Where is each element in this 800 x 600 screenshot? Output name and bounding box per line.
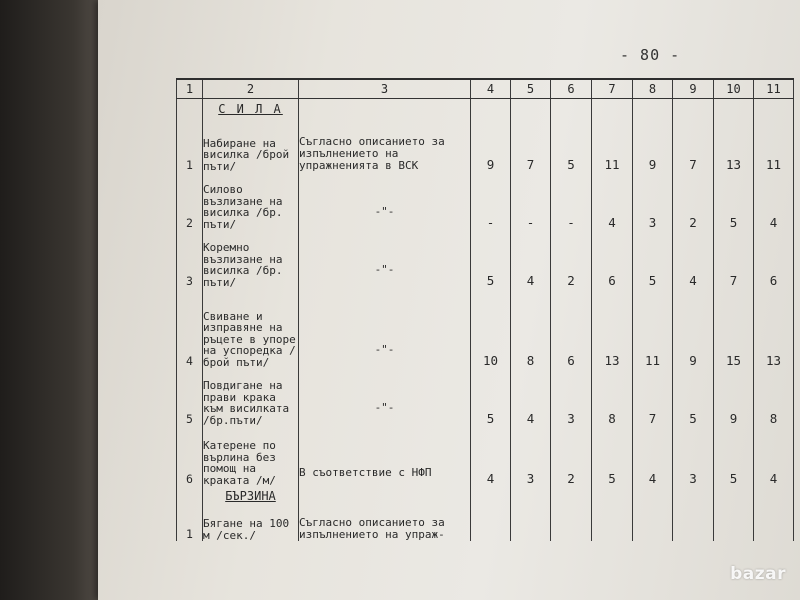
norm-value: 2 [551, 230, 592, 288]
row-number: 1 [177, 118, 203, 172]
exercise-description: В съответствие с НФП [299, 426, 471, 486]
empty-cell [714, 99, 754, 119]
empty-cell [551, 486, 592, 505]
empty-cell [673, 99, 714, 119]
norm-value: 8 [754, 368, 794, 426]
exercise-description: Съгласно описанието за изпълнението на упраж- [299, 505, 471, 541]
column-header: 5 [511, 79, 551, 99]
norm-value: 15 [714, 288, 754, 368]
norm-value: 11 [592, 118, 633, 172]
section-title-row [177, 99, 794, 119]
empty-cell [714, 486, 754, 505]
norm-value: - [551, 172, 592, 230]
column-header: 4 [471, 79, 511, 99]
table-header-row [177, 79, 794, 99]
norm-value: 6 [592, 230, 633, 288]
empty-cell [511, 486, 551, 505]
norm-value: 9 [714, 368, 754, 426]
empty-cell [299, 486, 471, 505]
row-number: 5 [177, 368, 203, 426]
norm-value: 11 [633, 288, 673, 368]
column-header: 10 [714, 79, 754, 99]
norm-value: 5 [471, 368, 511, 426]
empty-cell [551, 99, 592, 119]
norm-value: 11 [754, 118, 794, 172]
empty-cell [754, 486, 794, 505]
column-header: 11 [754, 79, 794, 99]
norm-value: 5 [714, 172, 754, 230]
section-spacer-cell [177, 99, 203, 119]
norm-value: 8 [592, 368, 633, 426]
norm-value: - [471, 172, 511, 230]
section-title-row [177, 486, 794, 505]
exercise-description: Съгласно описанието за изпълнението на упражненията в ВСК [299, 118, 471, 172]
exercise-description: -"- [299, 172, 471, 230]
norm-value: 4 [471, 426, 511, 486]
norm-value [673, 505, 714, 541]
norm-value: 3 [511, 426, 551, 486]
table-row [177, 172, 794, 230]
norm-value: 4 [633, 426, 673, 486]
norm-value: 5 [592, 426, 633, 486]
empty-cell [471, 486, 511, 505]
empty-cell [299, 99, 471, 119]
section-spacer-cell [177, 486, 203, 505]
row-number: 4 [177, 288, 203, 368]
norm-value: 3 [551, 368, 592, 426]
row-number: 1 [177, 505, 203, 541]
norm-value: 3 [633, 172, 673, 230]
table-row [177, 426, 794, 486]
norm-value: 7 [633, 368, 673, 426]
norm-value: 3 [673, 426, 714, 486]
watermark-logo: bazar [730, 564, 786, 584]
exercise-name: Бягане на 100 м /сек./ [203, 505, 299, 541]
section-title-cell [203, 486, 299, 505]
norm-value: 5 [714, 426, 754, 486]
norm-value: 2 [673, 172, 714, 230]
norm-value: 5 [471, 230, 511, 288]
norm-value [714, 505, 754, 541]
empty-cell [633, 486, 673, 505]
exercise-name: Силово възлизане на висилка /бр. пъти/ [203, 172, 299, 230]
column-header: 6 [551, 79, 592, 99]
norm-value: 4 [511, 368, 551, 426]
exercise-name: Коремно възлизане на висилка /бр. пъти/ [203, 230, 299, 288]
norm-value: 13 [592, 288, 633, 368]
row-number: 2 [177, 172, 203, 230]
page-number: - 80 - [620, 46, 681, 64]
norms-table [176, 78, 794, 541]
norm-value: 6 [551, 288, 592, 368]
exercise-description: -"- [299, 288, 471, 368]
empty-cell [592, 486, 633, 505]
section-title-cell [203, 99, 299, 119]
norm-value: 4 [673, 230, 714, 288]
background-shadow [0, 0, 105, 600]
empty-cell [511, 99, 551, 119]
row-number: 3 [177, 230, 203, 288]
column-header: 7 [592, 79, 633, 99]
norm-value: 4 [754, 426, 794, 486]
norm-value [754, 505, 794, 541]
table-row [177, 230, 794, 288]
section-title: БЪРЗИНА [225, 489, 276, 503]
norm-value [592, 505, 633, 541]
column-header: 2 [203, 79, 299, 99]
empty-cell [633, 99, 673, 119]
norm-value: 9 [673, 288, 714, 368]
column-header: 3 [299, 79, 471, 99]
column-header: 8 [633, 79, 673, 99]
table-row [177, 288, 794, 368]
norm-value: 7 [714, 230, 754, 288]
table-row [177, 368, 794, 426]
norm-value: - [511, 172, 551, 230]
exercise-description: -"- [299, 230, 471, 288]
norm-value: 9 [471, 118, 511, 172]
exercise-name: Катерене по върлина без помощ на краката /м/ [203, 426, 299, 486]
norm-value [471, 505, 511, 541]
norm-value: 2 [551, 426, 592, 486]
table-row [177, 505, 794, 541]
empty-cell [673, 486, 714, 505]
norm-value [551, 505, 592, 541]
exercise-name: Набиране на висилка /брой пъти/ [203, 118, 299, 172]
norm-value: 13 [754, 288, 794, 368]
empty-cell [754, 99, 794, 119]
norm-value: 10 [471, 288, 511, 368]
table-row [177, 118, 794, 172]
empty-cell [592, 99, 633, 119]
norm-value [511, 505, 551, 541]
norm-value: 4 [511, 230, 551, 288]
norm-value: 7 [511, 118, 551, 172]
norm-value: 5 [633, 230, 673, 288]
norm-value: 5 [673, 368, 714, 426]
norm-value: 7 [673, 118, 714, 172]
column-header: 9 [673, 79, 714, 99]
exercise-name: Повдигане на прави крака към висилката /бр.пъти/ [203, 368, 299, 426]
row-number: 6 [177, 426, 203, 486]
norm-value: 6 [754, 230, 794, 288]
column-header: 1 [177, 79, 203, 99]
norm-value: 4 [754, 172, 794, 230]
norm-value: 5 [551, 118, 592, 172]
norm-value: 9 [633, 118, 673, 172]
section-title: С И Л А [218, 102, 283, 116]
exercise-description: -"- [299, 368, 471, 426]
norm-value: 13 [714, 118, 754, 172]
exercise-name: Свиване и изправяне на ръцете в упоре на успоредка /брой пъти/ [203, 288, 299, 368]
norm-value: 4 [592, 172, 633, 230]
norm-value: 8 [511, 288, 551, 368]
norm-value [633, 505, 673, 541]
empty-cell [471, 99, 511, 119]
